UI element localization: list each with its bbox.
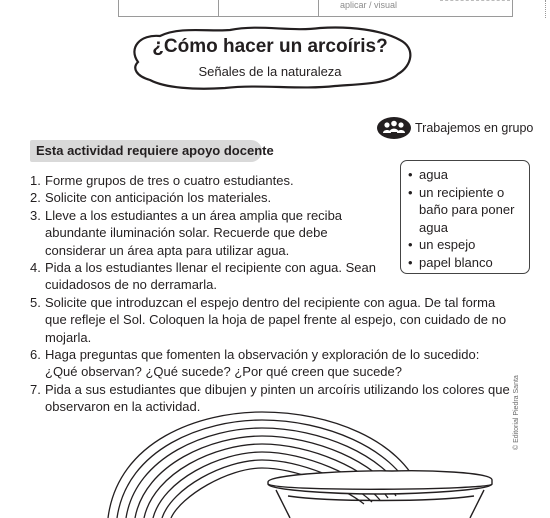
page-subtitle: Señales de la naturaleza: [198, 64, 342, 79]
step-item: [30, 346, 510, 381]
step-text: Solicite que introduzcan el espejo dentro del recipiente con agua. De tal forma que refleje el Sol. Coloquen la hoja de papel frente al espejo, con cuidado de no mojarla.: [45, 294, 507, 345]
material-item: • papel blanco: [408, 254, 523, 272]
step-text: Pida a sus estudiantes que dibujen y pinten un arcoíris utilizando los colores que observaron en la actividad.: [45, 381, 510, 415]
step-text: Haga preguntas que fomenten la observación y exploración de lo sucedido: ¿Qué observan? ¿Qué sucede? ¿Por qué creen que sucede?: [45, 347, 480, 380]
header-divider: [218, 0, 219, 17]
step-number: 6.: [30, 347, 41, 363]
page-top-strip: [0, 0, 550, 20]
header-divider: [318, 0, 319, 17]
step-item: [30, 294, 510, 346]
step-item: [30, 172, 510, 189]
rainbow-over-basin-illustration: [0, 400, 550, 518]
header-dashed-line: [440, 0, 510, 1]
teacher-support-banner: [30, 140, 274, 162]
step-text: Lleve a los estudiantes a un área amplia que reciba abundante iluminación solar. Recuerde que debe considerar un área apta para utilizar agua.: [45, 207, 343, 258]
material-item: • un espejo: [408, 236, 523, 254]
page-title: ¿Cómo hacer un arcoíris?: [152, 36, 388, 57]
step-number: 3.: [30, 207, 41, 223]
step-text: Solicite con anticipación los materiales.: [45, 190, 272, 206]
title-cloud-shape: [120, 22, 420, 94]
material-item: • agua: [408, 166, 523, 184]
material-item: • un recipiente o baño para poner agua: [408, 184, 523, 237]
header-box: [118, 0, 513, 17]
group-work-label: Trabajemos en grupo: [415, 121, 534, 135]
step-item: [30, 189, 510, 206]
step-item: [30, 259, 380, 294]
step-number: 5.: [30, 294, 41, 310]
step-number: 7.: [30, 381, 41, 397]
step-item: [30, 207, 380, 259]
step-text: Pida a los estudiantes llenar el recipiente con agua. Sean cuidadosos de no derramarla.: [45, 260, 376, 293]
step-text: Forme grupos de tres o cuatro estudiantes.: [45, 173, 294, 188]
publisher-side-note: © Editorial Piedra Santa: [513, 375, 520, 450]
header-tag: aplicar / visual: [340, 0, 398, 10]
step-number: 4.: [30, 260, 41, 276]
group-people-icon: [377, 117, 411, 139]
instructions-list: [30, 172, 510, 416]
step-number: 2.: [30, 190, 41, 206]
step-number: 1.: [30, 173, 41, 188]
page-edge-marks: [545, 0, 549, 18]
banner-text: Esta actividad requiere apoyo docente: [36, 143, 274, 158]
